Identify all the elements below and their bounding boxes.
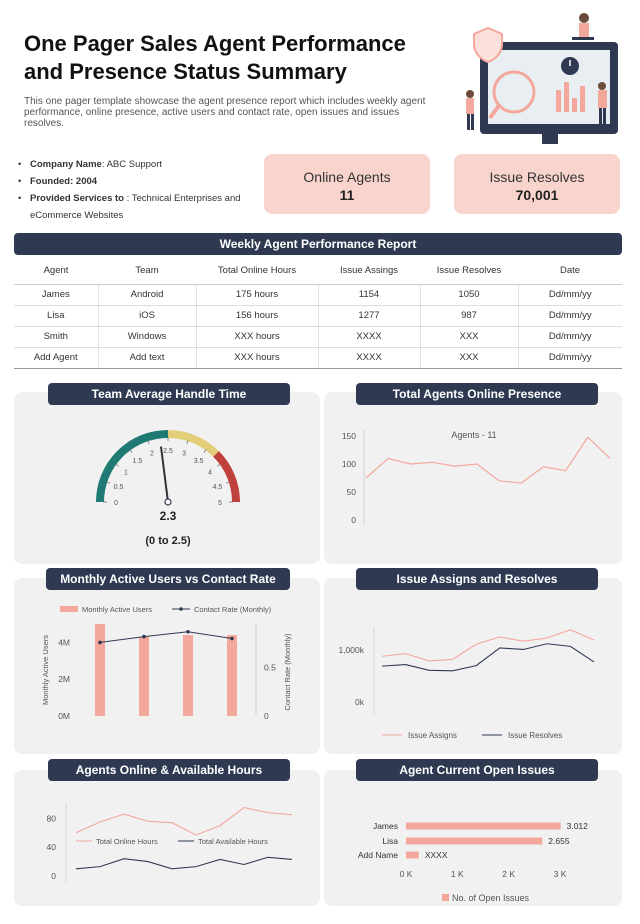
gauge-tick-label: 4.5: [212, 483, 223, 491]
cell: Dd/mm/yy: [518, 284, 622, 305]
online-hours-title: Agents Online & Available Hours: [48, 759, 290, 781]
x-tick-label: 0 K: [399, 869, 413, 879]
cell: Smith: [14, 326, 98, 347]
cell: Dd/mm/yy: [518, 326, 622, 347]
gauge-tick: [217, 464, 220, 466]
cell: Add Agent: [14, 347, 98, 368]
cell: Android: [98, 284, 196, 305]
point-contact-rate: [230, 637, 234, 641]
cell: iOS: [98, 305, 196, 326]
series-line-available-hours: [76, 857, 292, 869]
legend-swatch-bars: [60, 606, 78, 612]
data-label: XXXX: [424, 850, 448, 860]
category-label: Add Name: [357, 850, 398, 860]
gauge-tick: [130, 449, 132, 452]
cell: 1154: [318, 284, 420, 305]
col-header: Issue Assings: [318, 258, 420, 284]
table-row: [14, 347, 622, 368]
weekly-report-table: [14, 258, 622, 369]
header-illustration: [460, 4, 630, 146]
table-header-row: [14, 258, 622, 284]
gauge-tick-label: 2: [149, 450, 154, 458]
y-left-tick-label: 0M: [58, 711, 70, 721]
series-line-online-hours: [76, 808, 292, 835]
cell: Dd/mm/yy: [518, 347, 622, 368]
assigns-resolves-chart: [324, 594, 622, 754]
gauge-tick: [115, 464, 118, 466]
legend-label-resolves: Issue Resolves: [508, 731, 563, 740]
legend-label-online-hours: Total Online Hours: [96, 837, 158, 846]
page-description: This one pager template showcase the agent presence report which includes weekly agent performance, online presence, active users and contact rate, open issues and issues resolves.: [24, 96, 426, 129]
y-tick-label: 100: [341, 459, 356, 469]
col-header: Issue Resolves: [420, 258, 518, 284]
bar-mau: [139, 637, 149, 716]
open-issues-title: Agent Current Open Issues: [356, 759, 598, 781]
y-tick-label: 80: [46, 813, 56, 824]
bar-open-issues: [406, 852, 419, 859]
y-tick-label: 0: [351, 515, 356, 525]
cell: 1050: [420, 284, 518, 305]
cell: XXXX: [318, 326, 420, 347]
bar-open-issues: [406, 823, 561, 830]
series-line-contact-rate: [100, 632, 232, 643]
y-left-axis-label: Monthly Active Users: [41, 634, 50, 706]
info-company: • Company Name: ABC Support: [18, 159, 163, 170]
y-right-tick-label: 0: [264, 711, 269, 721]
kpi-online-agents: Online Agents 11: [264, 154, 430, 214]
gauge-tick-label: 1.5: [132, 457, 143, 465]
series-line-resolves: [382, 644, 594, 671]
gauge-tick-label: 4: [208, 469, 213, 477]
gauge-tick-label: 3: [182, 450, 187, 458]
chart-title: Agents - 11: [451, 430, 497, 440]
y-tick-label: 0: [51, 871, 56, 881]
gauge-band-low: [100, 434, 168, 502]
cell: 987: [420, 305, 518, 326]
col-header: Date: [518, 258, 622, 284]
data-label: 3.012: [566, 821, 588, 831]
info-services: • Provided Services to : Technical Enterprises and: [18, 193, 241, 204]
gauge-tick-label: 0.5: [113, 483, 124, 491]
y-left-tick-label: 4M: [58, 637, 70, 648]
gauge-tick-label: 1: [123, 469, 128, 477]
gauge-tick-label: 2.5: [163, 448, 173, 455]
col-header: Team: [98, 258, 196, 284]
bar-mau: [95, 624, 105, 716]
open-issues-chart: [324, 784, 622, 906]
table-row: [14, 326, 622, 347]
y-tick-label: 40: [46, 842, 56, 853]
cell: 1277: [318, 305, 420, 326]
legend-swatch-open-issues: [442, 894, 449, 901]
y-left-tick-label: 2M: [58, 674, 70, 685]
gauge-hub: [165, 499, 171, 505]
category-label: James: [372, 821, 398, 831]
gauge-band-high: [216, 454, 236, 502]
x-tick-label: 3 K: [553, 869, 567, 879]
point-contact-rate: [142, 635, 146, 639]
gauge-value-label: 2.3: [159, 509, 177, 523]
point-contact-rate: [98, 641, 102, 645]
y-right-axis-label: Contact Rate (Monthly): [283, 633, 292, 711]
y-right-tick-label: 0.5: [264, 662, 276, 673]
legend-label-bars: Monthly Active Users: [82, 605, 153, 614]
y-tick-label: 50: [346, 487, 356, 497]
cell: XXXX: [318, 347, 420, 368]
data-label: 2.655: [548, 836, 570, 846]
cell: Windows: [98, 326, 196, 347]
info-founded: • Founded: 2004: [18, 176, 98, 187]
x-tick-label: 1 K: [450, 869, 464, 879]
cell: 175 hours: [196, 284, 318, 305]
gauge-tick: [204, 449, 206, 452]
mau-contact-title: Monthly Active Users vs Contact Rate: [46, 568, 290, 590]
gauge-band-mid: [168, 434, 216, 454]
online-hours-chart: [14, 784, 320, 906]
company-info: • Company Name: ABC Support • Founded: 2004 • Provided Services to : Technical Enterprises and eCommerce Websites: [18, 156, 258, 224]
y-tick-label: 0k: [355, 697, 364, 707]
page-title: One Pager Sales Agent Performance and Presence Status Summary: [24, 31, 406, 84]
cell: Dd/mm/yy: [518, 305, 622, 326]
cell: James: [14, 284, 98, 305]
cell: Add text: [98, 347, 196, 368]
cell: 156 hours: [196, 305, 318, 326]
gauge-range-label: (0 to 2.5): [145, 535, 191, 547]
cell: Lisa: [14, 305, 98, 326]
online-presence-title: Total Agents Online Presence: [356, 383, 598, 405]
bar-open-issues: [406, 838, 542, 845]
series-line-agents: [366, 437, 610, 483]
bar-mau: [227, 635, 237, 716]
assigns-resolves-title: Issue Assigns and Resolves: [356, 568, 598, 590]
kpi-issue-resolves: Issue Resolves 70,001: [454, 154, 620, 214]
gauge-tick-label: 0: [114, 500, 118, 507]
y-tick-label: 1,000k: [338, 645, 364, 655]
legend-label-assigns: Issue Assigns: [408, 731, 457, 740]
online-presence-chart: [324, 408, 622, 564]
legend-label-available-hours: Total Available Hours: [198, 837, 268, 846]
bar-mau: [183, 635, 193, 716]
table-row: [14, 305, 622, 326]
cell: XXX hours: [196, 347, 318, 368]
handle-time-gauge: [14, 408, 320, 564]
y-tick-label: 150: [341, 431, 356, 441]
x-tick-label: 2 K: [502, 869, 516, 879]
gauge-tick-label: 3.5: [193, 457, 204, 465]
legend-marker-line: [179, 607, 183, 611]
weekly-report-title: Weekly Agent Performance Report: [14, 233, 622, 255]
cell: XXX: [420, 326, 518, 347]
handle-time-title: Team Average Handle Time: [48, 383, 290, 405]
col-header: Agent: [14, 258, 98, 284]
col-header: Total Online Hours: [196, 258, 318, 284]
point-contact-rate: [186, 630, 190, 634]
cell: XXX hours: [196, 326, 318, 347]
cell: XXX: [420, 347, 518, 368]
gauge-tick-label: 5: [218, 500, 222, 507]
legend-label-open-issues: No. of Open Issues: [452, 893, 530, 903]
category-label: Lisa: [382, 836, 398, 846]
legend-label-line: Contact Rate (Monthly): [194, 605, 272, 614]
table-row: [14, 284, 622, 305]
mau-contact-chart: [14, 594, 320, 754]
